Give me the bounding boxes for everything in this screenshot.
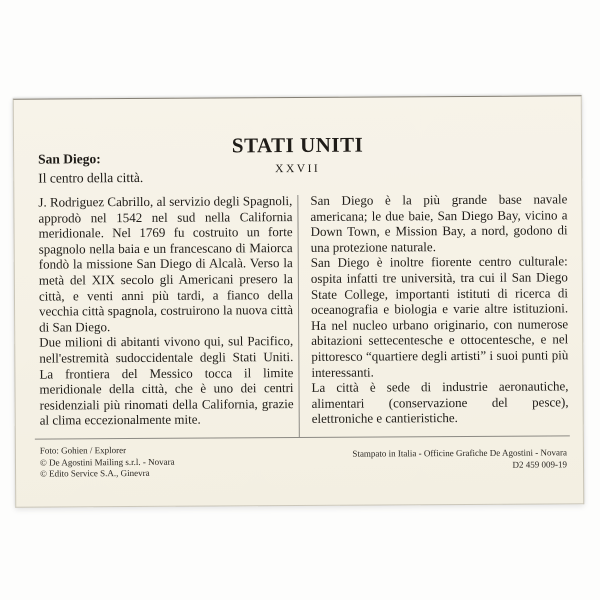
paragraph-industry: La città è sede di industrie aeronautiche, alimentari (conservazione del pesce), elettroniche e cantieristiche. xyxy=(311,378,569,427)
copyright-line-2: © Edito Service S.A., Ginevra xyxy=(40,467,150,479)
subject-title: San Diego: xyxy=(38,151,101,167)
postcard-back xyxy=(13,95,584,507)
catalog-code: D2 459 009-19 xyxy=(512,458,568,470)
paragraph-population: Due milioni di abitanti vivono qui, sul Pacifico, nell'estremità sudoccidentale degli Stati Uniti. La frontiera del Messico tocca il limite meridionale della città, che è uno dei centri residenziali più rinomati della California, grazie al clima eccezionalmente mite. xyxy=(39,333,294,428)
series-number: XXVII xyxy=(275,162,321,176)
imprint-block xyxy=(352,447,567,471)
photo-credit-line: Foto: Gohien / Explorer xyxy=(39,445,127,456)
paragraph-history: J. Rodriguez Cabrillo, al servizio degli Spagnoli, approdò nel 1542 nel sud nella California meridionale. Nel 1769 fu costruito un forte spagnolo nella baia e un francescano di Maiorca fondò la missione San Diego di Alcalà. Verso la metà del XIX secolo gli Americani presero la città, e venti anni più tardi, a fianco della vecchia città spagnola, costruirono la nuova città di San Diego. xyxy=(38,193,294,335)
paragraph-culture: San Diego è inoltre fiorente centro culturale: ospita infatti tre università, tra cui il San Diego State College, importanti istituti di ricerca di oceanografia e biologia e varie altre istituzioni. Ha nel nucleo urbano originario, con numerose abitazioni settecentesche e ottocentesche, e nel pittoresco “quartiere degli artisti” i suoi punti più interessanti. xyxy=(310,253,569,380)
column-divider-line xyxy=(297,195,299,437)
paragraph-naval-base: San Diego è la più grande base navale americana; le due baie, San Diego Bay, vicino a Down Town, e Mission Bay, a nord, godono di una protezione naturale. xyxy=(310,191,568,255)
printer-line: Stampato in Italia - Officine Grafiche De Agostini - Novara xyxy=(352,447,567,459)
series-title: STATI UNITI xyxy=(231,132,364,158)
credits-block xyxy=(40,445,175,480)
footer-rule-line xyxy=(35,435,570,439)
copyright-line-1: © De Agostini Mailing s.r.l. - Novara xyxy=(39,456,175,468)
right-text-column xyxy=(310,191,568,426)
subject-subtitle: Il centro della città. xyxy=(38,169,144,186)
subject-block xyxy=(38,149,143,188)
left-text-column xyxy=(38,193,293,428)
